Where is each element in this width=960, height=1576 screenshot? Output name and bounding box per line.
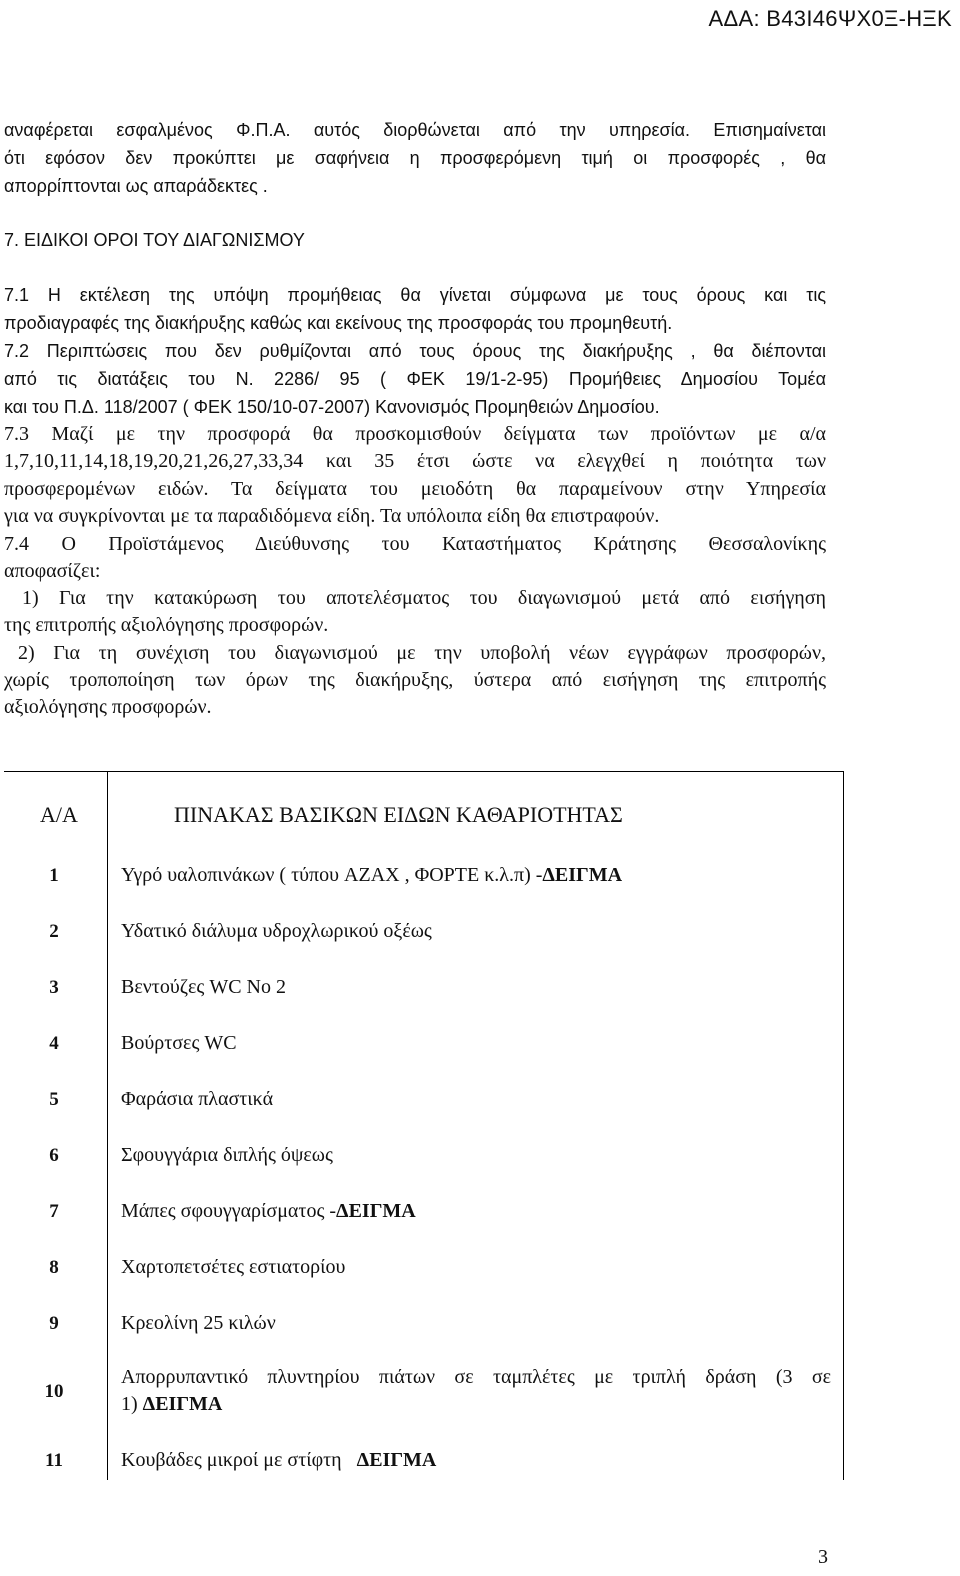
p73-line-1: 7.3 Μαζί με την προσφορά θα προσκομισθούν δείγματα των προϊόντων με α/α: [4, 423, 826, 445]
p71-line-1: 7.1 Η εκτέλεση της υπόψη προμήθειας θα γίνεται σύμφωνα με τους όρους και τις: [4, 285, 826, 305]
document-id-header: ΑΔΑ: Β43Ι46ΨΧ0Ξ-ΗΞΚ: [708, 6, 952, 31]
section-heading: 7. ΕΙΔΙΚΟΙ ΟΡΟΙ ΤΟΥ ΔΙΑΓΩΝΙΣΜΟΥ: [4, 230, 305, 250]
p74-line-1: 7.4 Ο Προϊστάμενος Διεύθυνσης του Καταστήματος Κράτησης Θεσσαλονίκης: [4, 533, 826, 555]
sample-tag: ΔΕΙΓΜΑ: [336, 1200, 416, 1222]
p74-line-4: της επιτροπής αξιολόγησης προσφορών.: [4, 614, 329, 636]
table-header-aa: Α/Α: [40, 802, 78, 827]
p73-line-4: για να συγκρίνονται με τα παραδιδόμενα είδη. Τα υπόλοιπα είδη θα επιστραφούν.: [4, 505, 660, 527]
sample-tag: ΔΕΙΓΜΑ: [356, 1449, 437, 1471]
row-number: 2: [49, 921, 59, 942]
row-text-cont: 1) ΔΕΙΓΜΑ: [121, 1393, 223, 1415]
intro-line-1: αναφέρεται εσφαλμένος Φ.Π.Α. αυτός διορθώνεται από την υπηρεσία. Επισημαίνεται: [4, 120, 826, 140]
row-text: Υγρό υαλοπινάκων ( τύπου AZAX , ΦΟΡΤΕ κ.λ.π) -ΔΕΙΓΜΑ: [121, 864, 623, 886]
intro-line-2: ότι εφόσον δεν προκύπτει με σαφήνεια η προσφερόμενη τιμή οι προσφορές , θα: [4, 148, 826, 168]
row-number: 7: [49, 1201, 59, 1222]
intro-line-3: απορρίπτονται ως απαράδεκτες .: [4, 176, 268, 196]
row-text: Βεντούζες WC No 2: [121, 976, 286, 998]
row-text: Μάπες σφουγγαρίσματος -ΔΕΙΓΜΑ: [121, 1200, 416, 1222]
row-number: 5: [49, 1089, 59, 1110]
p72-line-3: και του Π.Δ. 118/2007 ( ΦΕΚ 150/10-07-2007) Κανονισμός Προμηθειών Δημοσίου.: [4, 397, 660, 417]
sample-tag: ΔΕΙΓΜΑ: [142, 1393, 223, 1415]
row-number: 4: [49, 1033, 59, 1054]
p72-line-2: από τις διατάξεις του Ν. 2286/ 95 ( ΦΕΚ 19/1-2-95) Προμήθειες Δημοσίου Τομέα: [4, 369, 826, 389]
p71-line-2: προδιαγραφές της διακήρυξης καθώς και εκείνους της προσφοράς του προμηθευτή.: [4, 313, 673, 333]
row-number: 9: [49, 1313, 59, 1334]
p74-line-5: 2) Για τη συνέχιση του διαγωνισμού με την υποβολή νέων εγγράφων προσφορών,: [18, 642, 826, 664]
row-text: Βούρτσες WC: [121, 1032, 237, 1054]
row-number: 6: [49, 1145, 59, 1166]
row-text: Υδατικό διάλυμα υδροχλωρικού οξέως: [121, 920, 432, 942]
page-number: 3: [818, 1546, 828, 1568]
p73-line-3: προσφερομένων ειδών. Τα δείγματα του μειοδότη θα παραμείνουν στην Υπηρεσία: [4, 478, 826, 500]
p73-line-2: 1,7,10,11,14,18,19,20,21,26,27,33,34 και 35 έτσι ώστε να ελεγχθεί η ποιότητα των: [4, 450, 826, 472]
table-header-title: ΠΙΝΑΚΑΣ ΒΑΣΙΚΩΝ ΕΙΔΩΝ ΚΑΘΑΡΙΟΤΗΤΑΣ: [174, 802, 623, 827]
sample-tag: ΔΕΙΓΜΑ: [542, 864, 623, 886]
row-number: 1: [49, 865, 59, 886]
row-number: 3: [49, 977, 59, 998]
row-number: 8: [49, 1257, 59, 1278]
items-table: [4, 771, 844, 1480]
row-text: Σφουγγάρια διπλής όψεως: [121, 1144, 333, 1166]
p74-line-7: αξιολόγησης προσφορών.: [4, 696, 212, 718]
row-text: Χαρτοπετσέτες εστιατορίου: [121, 1256, 346, 1278]
row-text: Κρεολίνη 25 κιλών: [121, 1312, 276, 1334]
p74-line-3: 1) Για την κατακύρωση του αποτελέσματος του διαγωνισμού μετά από εισήγηση: [22, 587, 826, 609]
row-text: Φαράσια πλαστικά: [121, 1088, 274, 1110]
row-text: Απορρυπαντικό πλυντηρίου πιάτων σε ταμπλέτες με τριπλή δράση (3 σε: [121, 1366, 831, 1388]
p74-line-6: χωρίς τροποποίηση των όρων της διακήρυξης, ύστερα από εισήγηση της επιτροπής: [4, 669, 826, 691]
row-number: 10: [44, 1381, 64, 1402]
row-number: 11: [45, 1450, 63, 1471]
p72-line-1: 7.2 Περιπτώσεις που δεν ρυθμίζονται από τους όρους της διακήρυξης , θα διέπονται: [4, 341, 826, 361]
table-column-divider: [107, 772, 108, 1480]
p74-line-2: αποφασίζει:: [4, 560, 101, 582]
row-text: Κουβάδες μικροί με στίφτη ΔΕΙΓΜΑ: [121, 1449, 437, 1471]
